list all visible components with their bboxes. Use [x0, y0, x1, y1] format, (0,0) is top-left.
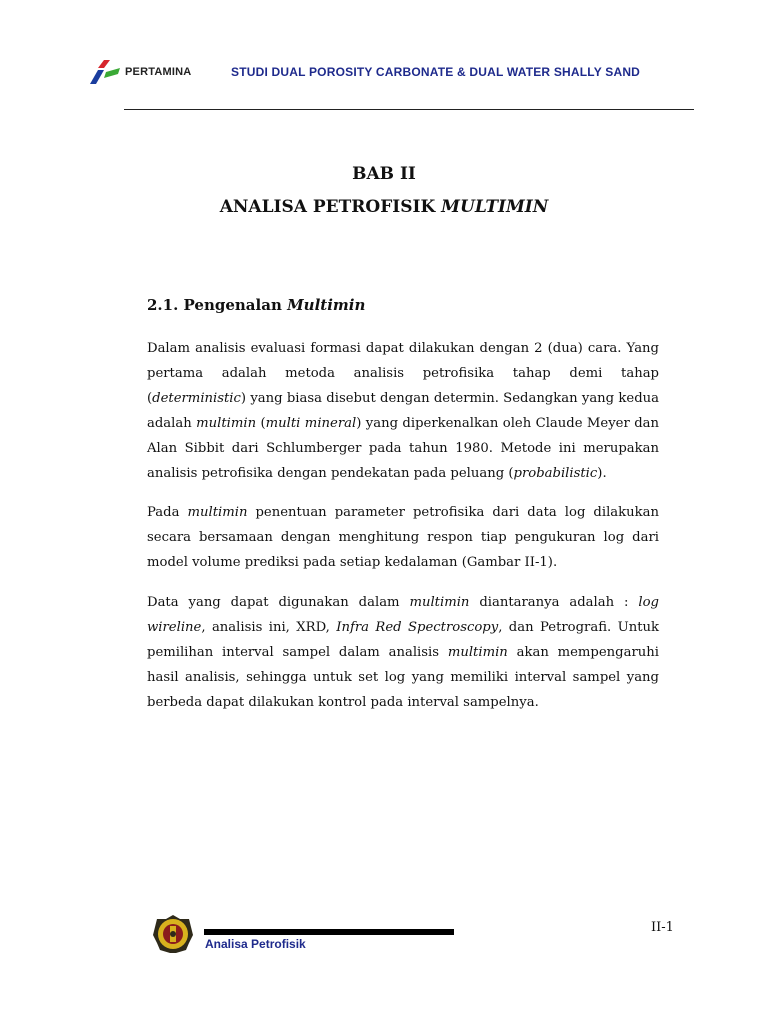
paragraph-italic: deterministic	[152, 391, 241, 406]
section-heading-text: 2.1. Pengenalan	[147, 296, 288, 314]
paragraph-italic: multimin	[447, 645, 508, 660]
paragraph-italic: log wireline	[147, 595, 659, 635]
pertamina-logo	[86, 60, 216, 86]
chapter-title	[0, 197, 768, 217]
paragraph-text: penentuan parameter petrofisika dari data log dilakukan secara bersamaan dengan menghitung respon tiap pengukuran log dari model volume prediksi pada setiap kedalaman (Gambar II-1).	[147, 505, 660, 570]
document-header-title: STUDI DUAL POROSITY CARBONATE & DUAL WATER SHALLY SAND	[231, 65, 641, 79]
paragraph-text: ) yang biasa disebut dengan determin. Sedangkan yang kedua adalah	[147, 391, 659, 431]
page-number: II-1	[651, 920, 674, 935]
paragraph-italic: Infra Red Spectroscopy	[336, 620, 499, 635]
paragraph-text: (	[256, 416, 266, 431]
paragraph-italic: multi mineral	[265, 416, 357, 431]
pertamina-logo-text: PERTAMINA	[125, 66, 192, 78]
section-heading	[147, 296, 365, 314]
paragraph-text: , analisis ini, XRD,	[201, 620, 337, 635]
paragraph-italic: multimin	[196, 416, 257, 431]
paragraph-italic: probabilistic	[513, 466, 598, 481]
chapter-title-emphasis: MULTIMIN	[441, 197, 549, 217]
paragraph-text: ) yang diperkenalkan oleh Claude Meyer dan Alan Sibbit dari Schlumberger pada tahun 1980. Metode ini merupakan analisis petrofisika dengan pendekatan pada peluang (	[147, 416, 659, 481]
footer-label: Analisa Petrofisik	[205, 937, 306, 951]
paragraph-italic: multimin	[409, 595, 470, 610]
paragraph-text: , dan Petrografi. Untuk pemilihan interval sampel dalam analisis	[147, 620, 659, 660]
paragraph	[147, 336, 659, 486]
university-emblem	[152, 914, 194, 954]
section-heading-emphasis: Multimin	[287, 296, 366, 314]
paragraph-italic: multimin	[187, 505, 248, 520]
footer-divider-bar	[204, 929, 454, 935]
paragraph-text: akan mempengaruhi hasil analisis, sehingga untuk set log yang memiliki interval sampel yang berbeda dapat dilakukan kontrol pada interval sampelnya.	[147, 645, 659, 710]
paragraph-text: Dalam analisis evaluasi formasi dapat dilakukan dengan 2 (dua) cara. Yang pertama adalah metoda analisis petrofisika tahap demi tahap (	[147, 341, 659, 406]
university-emblem-icon	[152, 914, 194, 954]
paragraph	[147, 590, 659, 715]
chapter-number: BAB II	[352, 164, 416, 184]
paragraph-text: Pada	[147, 505, 188, 520]
chapter-title-text: ANALISA PETROFISIK	[219, 197, 442, 217]
header-divider	[124, 109, 694, 110]
paragraph-text: diantaranya adalah :	[469, 595, 639, 610]
pertamina-logo-icon	[86, 60, 122, 86]
paragraph	[147, 500, 659, 575]
paragraph-text: ).	[597, 466, 607, 481]
paragraph-text: Data yang dapat digunakan dalam	[147, 595, 410, 610]
